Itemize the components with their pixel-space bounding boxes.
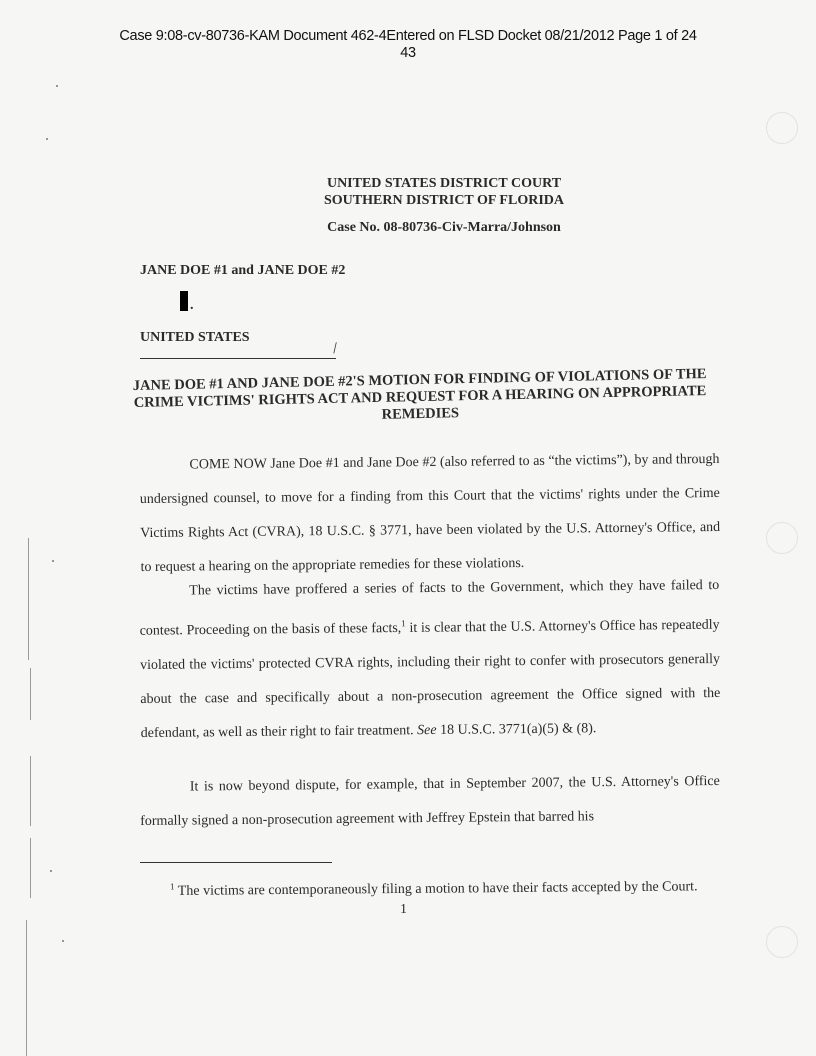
caption-underline — [140, 358, 336, 359]
scan-edge-line — [28, 538, 29, 660]
scan-speck — [50, 870, 52, 872]
scan-speck — [62, 940, 64, 942]
caption-slash: / — [332, 339, 339, 358]
scan-edge-line — [30, 756, 31, 826]
footnote — [140, 869, 730, 904]
footnote-separator — [140, 862, 332, 863]
scan-speck — [56, 85, 58, 87]
motion-title: JANE DOE #1 AND JANE DOE #2'S MOTION FOR FINDING OF VIOLATIONS OF THE CRIME VICTIMS' RIGHTS ACT AND REQUEST FOR A HEARING ON APPROPRIATE REMEDIES — [132, 365, 707, 423]
hole-punch-mark — [766, 926, 798, 958]
scan-edge-line — [30, 668, 31, 720]
caption-defendant: UNITED STATES — [140, 330, 250, 345]
caption-versus-marker: . — [190, 298, 194, 313]
body-paragraph-1: COME NOW Jane Doe #1 and Jane Doe #2 (also referred to as “the victims”), by and through undersigned counsel, to move for a finding from this Court that the victims' rights under the Crime Victims Rights Act (CVRA), 18 U.S.C. § 3771, have been violated by the U.S. Attorney's Office, and to request a hearing on the appropriate remedies for these violations. — [139, 451, 721, 576]
body-paragraph-3: It is now beyond dispute, for example, that in September 2007, the U.S. Attorney's Office formally signed a non-prosecution agreement with Jeffrey Epstein that barred his — [140, 773, 720, 830]
footnote-text: The victims are contemporaneously filing a motion to have their facts accepted by the Court. — [174, 879, 698, 899]
filing-header — [0, 28, 816, 61]
page-number: 1 — [400, 902, 407, 917]
citation-signal: See — [417, 722, 437, 738]
court-district: SOUTHERN DISTRICT OF FLORIDA — [324, 193, 564, 208]
body-paragraph-2 — [139, 569, 721, 751]
scan-speck — [52, 560, 54, 562]
paragraph-2-text-b: it is clear that the U.S. Attorney's Office has repeatedly violated the victims' protected CVRA rights, including their right to confer with prosecutors generally about the case and specifically about a non-prosecution agreement the Office signed with the defendant, as well as their right to fair treatment. — [139, 617, 721, 741]
court-name: UNITED STATES DISTRICT COURT — [326, 176, 562, 191]
scan-speck — [46, 138, 48, 140]
footnote-reference: 1 — [401, 618, 406, 629]
hole-punch-mark — [766, 522, 798, 554]
hole-punch-mark — [766, 112, 798, 144]
filing-header-line: Case 9:08-cv-80736-KAM Document 462-4Entered on FLSD Docket 08/21/2012 Page 1 of 24 — [119, 28, 697, 44]
filing-header-page-count: 43 — [400, 45, 416, 61]
case-number: Case No. 08-80736-Civ-Marra/Johnson — [327, 220, 561, 235]
scan-edge-line — [30, 838, 31, 898]
scan-edge-line — [26, 920, 27, 1056]
statute-citation: 18 U.S.C. 3771(a)(5) & (8). — [436, 720, 597, 738]
caption-plaintiffs: JANE DOE #1 and JANE DOE #2 — [140, 263, 346, 278]
paragraph-2-text-a: The victims have proffered a series of facts to the Government, which they have failed to contest. Proceeding on the basis of these facts, — [139, 577, 720, 639]
footnote-number: 1 — [169, 881, 175, 892]
redaction-block — [180, 291, 188, 311]
